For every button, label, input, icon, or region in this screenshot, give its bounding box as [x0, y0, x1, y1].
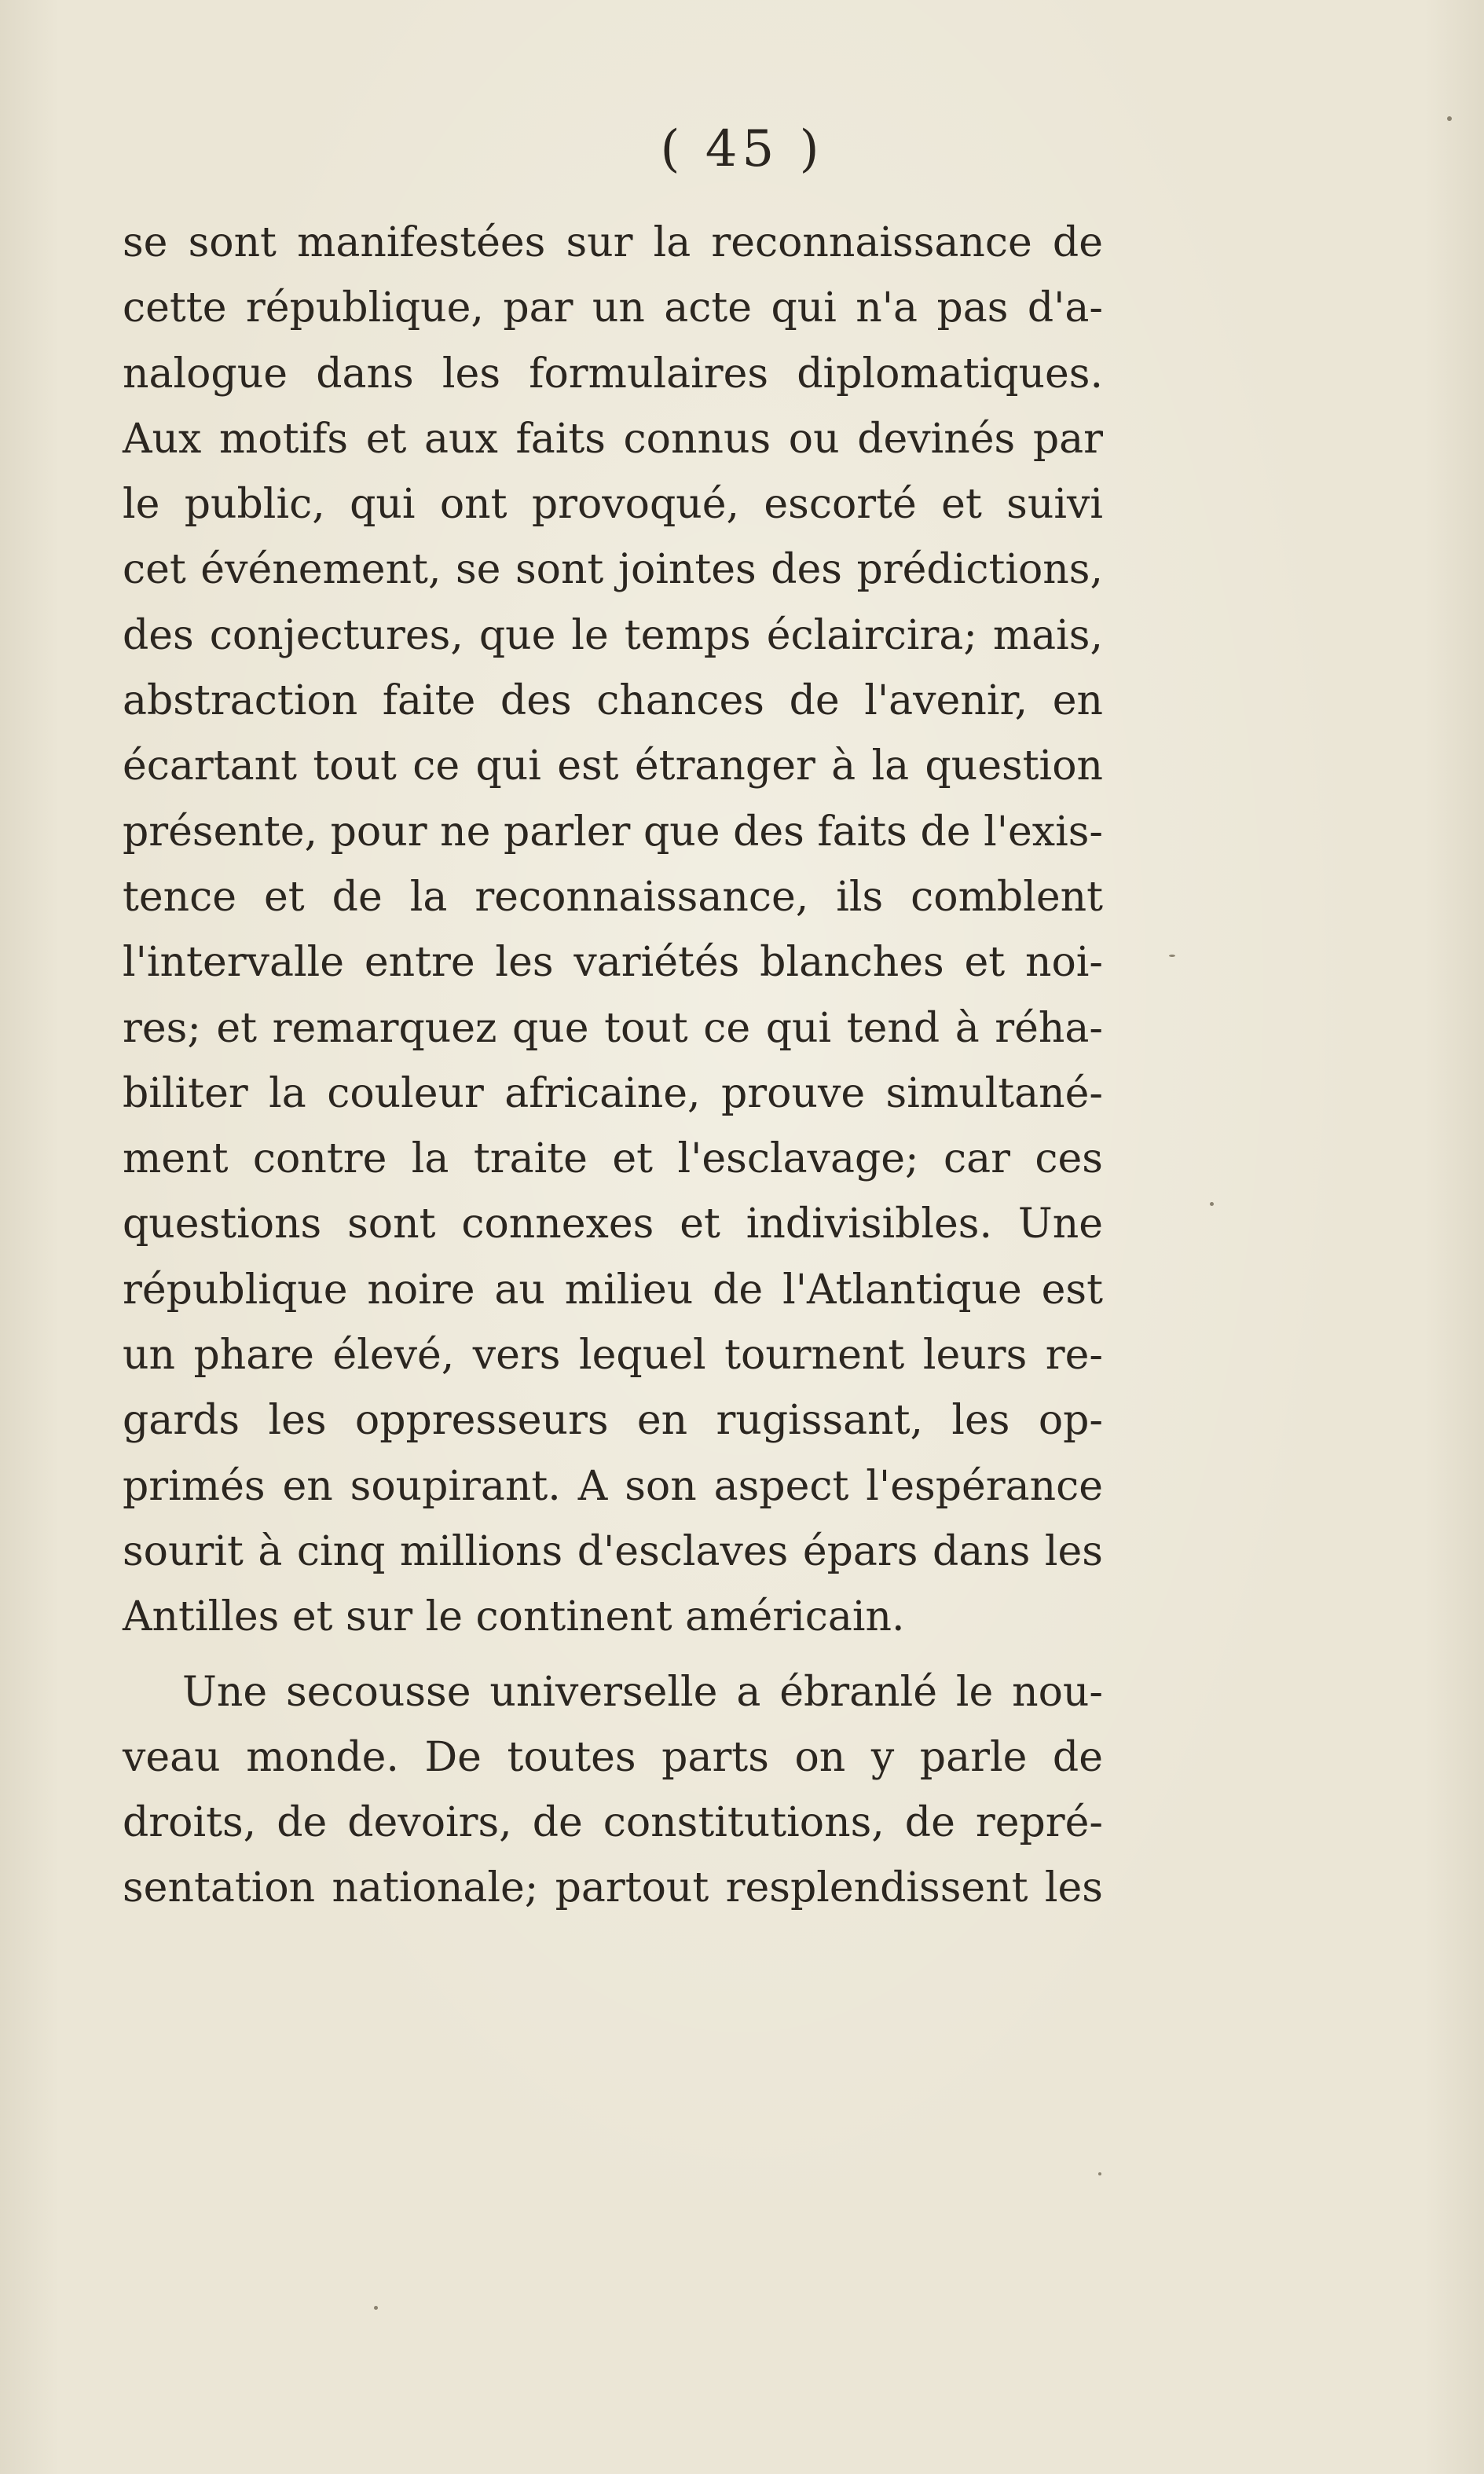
text-line: cet événement, se sont jointes des prédictions,: [123, 546, 1103, 594]
paper-speck: [374, 2306, 378, 2310]
text-line: des conjectures, que le temps éclaircira; mais,: [123, 611, 1103, 659]
paragraph: [123, 1660, 1103, 1922]
paper-speck: [1098, 2172, 1101, 2175]
text-line: tence et de la reconnaissance, ils comblent: [123, 873, 1103, 921]
text-line: Une secousse universelle a ébranlé le nou-: [182, 1668, 1103, 1716]
text-line: droits, de devoirs, de constitutions, de repré-: [123, 1799, 1103, 1847]
text-line: nalogue dans les formulaires diplomatiques.: [123, 350, 1103, 398]
text-line: sourit à cinq millions d'esclaves épars dans les: [123, 1527, 1103, 1575]
text-line: questions sont connexes et indivisibles. Une: [123, 1200, 1103, 1248]
text-line: Antilles et sur le continent américain.: [123, 1593, 905, 1641]
text-line: sentation nationale; partout resplendissent les: [123, 1864, 1103, 1912]
text-line: Aux motifs et aux faits connus ou devinés par: [123, 415, 1103, 463]
text-line: primés en soupirant. A son aspect l'espérance: [123, 1462, 1103, 1510]
text-line: un phare élevé, vers lequel tournent leurs re-: [123, 1332, 1103, 1380]
paper-speck: [1447, 116, 1452, 121]
text-line: ment contre la traite et l'esclavage; car ces: [123, 1135, 1103, 1183]
text-line: abstraction faite des chances de l'avenir, en: [123, 677, 1103, 725]
text-line: écartant tout ce qui est étranger à la question: [123, 742, 1103, 790]
paper-speck: [1210, 1202, 1214, 1206]
text-line: veau monde. De toutes parts on y parle de: [123, 1733, 1103, 1781]
text-line: l'intervalle entre les variétés blanches et noi-: [123, 939, 1103, 987]
text-line: res; et remarquez que tout ce qui tend à réha-: [123, 1004, 1103, 1052]
paper-speck: [1169, 955, 1175, 957]
text-line: république noire au milieu de l'Atlantique est: [123, 1266, 1103, 1314]
text-line: cette république, par un acte qui n'a pas d'a-: [123, 284, 1103, 332]
body-text: [123, 211, 1103, 1922]
text-line: gards les oppresseurs en rugissant, les op-: [123, 1397, 1103, 1445]
text-line: se sont manifestées sur la reconnaissance de: [123, 219, 1103, 266]
paragraph: [123, 211, 1103, 1651]
text-line: présente, pour ne parler que des faits de l'exis-: [123, 808, 1103, 856]
page-number: ( 45 ): [660, 120, 824, 178]
text-line: le public, qui ont provoqué, escorté et suivi: [123, 481, 1103, 529]
text-line: biliter la couleur africaine, prouve simultané-: [123, 1069, 1103, 1117]
paragraph-gap: [123, 1651, 1103, 1660]
